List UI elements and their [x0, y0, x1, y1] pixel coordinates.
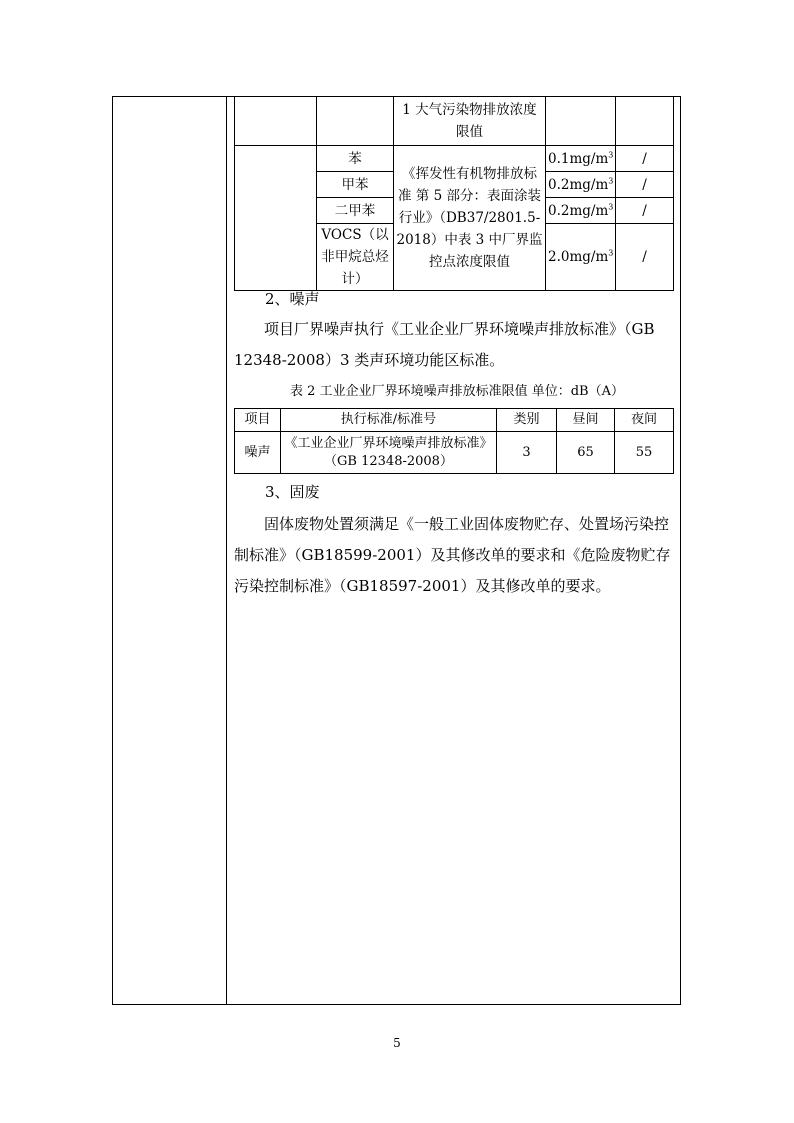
noise-table-caption: 表 2 工业企业厂界环境噪声排放标准限值 单位：dB（A）: [290, 384, 624, 399]
table-cell: [317, 97, 394, 146]
noise-limit-table: [234, 408, 674, 474]
table-cell: 《工业企业厂界环境噪声排放标准》（GB 12348-2008）: [281, 432, 497, 474]
note-cell: /: [616, 224, 674, 291]
air-pollutant-table: [234, 96, 674, 291]
limit-cell: $0.2mg/m^3$: [546, 198, 616, 224]
limit-cell: $0.2mg/m^3$: [546, 172, 616, 198]
table-cell: 3: [497, 432, 557, 474]
header-cell: 昼间: [557, 409, 615, 432]
header-cell: 夜间: [615, 409, 674, 432]
noise-paragraph: 项目厂界噪声执行《工业企业厂界环境噪声排放标准》（GB 12348-2008）3 类声环境功能区标准。: [234, 320, 655, 369]
header-cell: 类别: [497, 409, 557, 432]
pollutant-cell: VOCS（以非甲烷总烃计）: [317, 224, 394, 291]
table-row: [235, 146, 674, 172]
waste-heading: 3、固废: [265, 483, 320, 501]
table-cell: 65: [557, 432, 615, 474]
table-cell: [235, 97, 317, 146]
waste-paragraph: 固体废物处置须满足《一般工业固体废物贮存、处置场污染控制标准》（GB18599-2001）及其修改单的要求和《危险废物贮存污染控制标准》（GB18597-2001）及其修改单的要求。: [234, 515, 671, 595]
pollutant-cell: 甲苯: [317, 172, 394, 198]
note-cell: /: [616, 198, 674, 224]
table-cell: [235, 146, 317, 291]
limit-cell: $2.0mg/m^3$: [546, 224, 616, 291]
table-header-row: [235, 409, 674, 432]
header-cell: 项目: [235, 409, 281, 432]
header-cell: 执行标准/标准号: [281, 409, 497, 432]
page-number: 5: [393, 1036, 401, 1050]
pollutant-cell: 苯: [317, 146, 394, 172]
pollutant-cell: 二甲苯: [317, 198, 394, 224]
table-cell: [616, 97, 674, 146]
note-cell: /: [616, 146, 674, 172]
table-cell: 噪声: [235, 432, 281, 474]
limit-cell: $0.1mg/m^3$: [546, 146, 616, 172]
table-row: [235, 432, 674, 474]
table-row: [235, 97, 674, 146]
note-cell: /: [616, 172, 674, 198]
table-cell: [546, 97, 616, 146]
standard-cell: 《挥发性有机物排放标准 第 5 部分：表面涂装行业》（DB37/2801.5-2018）中表 3 中厂界监控点浓度限值: [394, 146, 546, 291]
table-cell: 55: [615, 432, 674, 474]
frame-divider: [226, 96, 227, 1005]
noise-heading: 2、噪声: [265, 290, 320, 308]
standard-cell: 1 大气污染物排放浓度限值: [394, 97, 546, 146]
